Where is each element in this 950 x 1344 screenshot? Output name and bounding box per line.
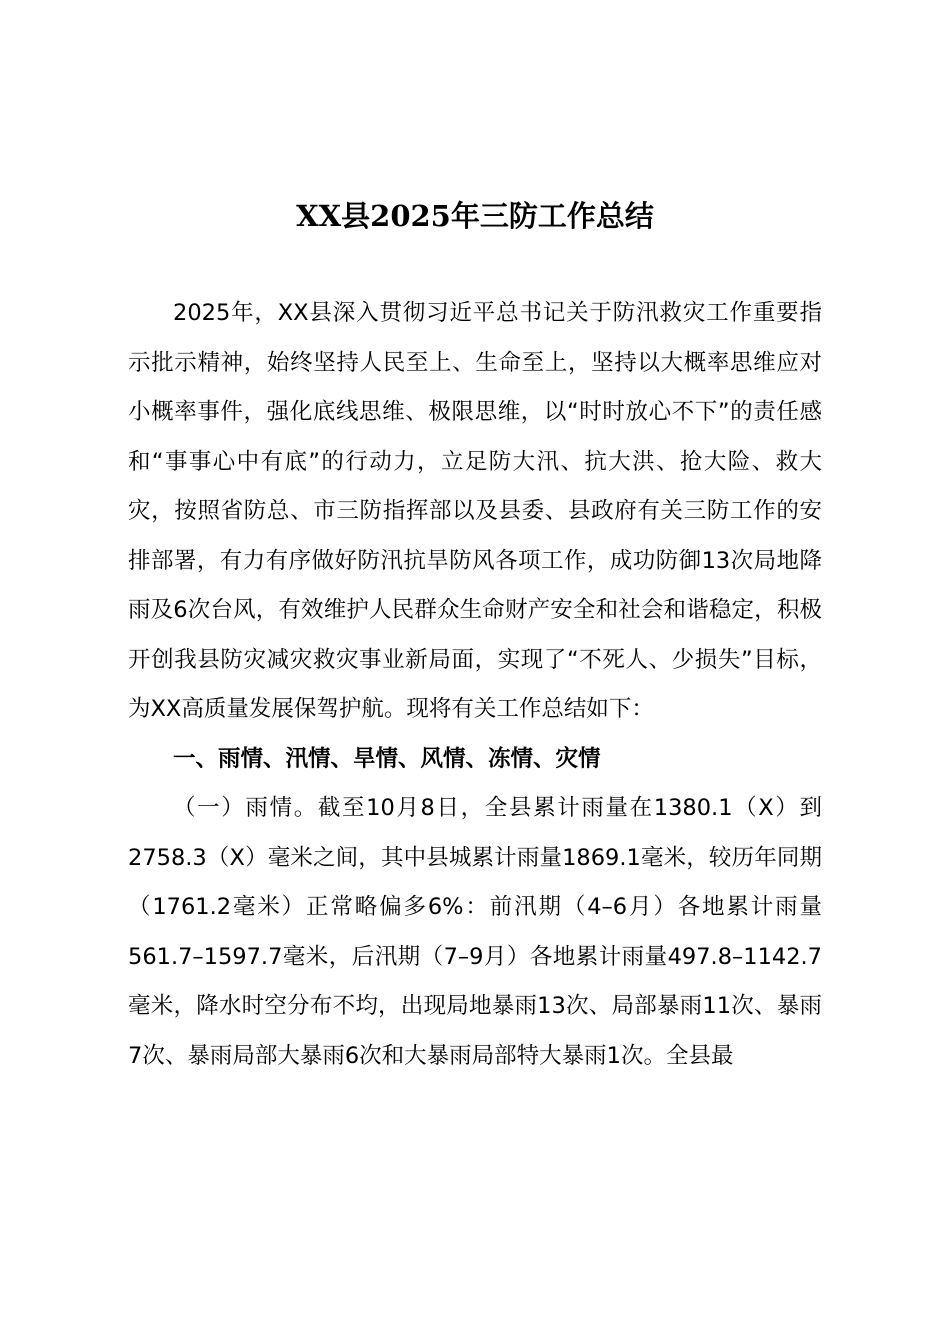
document-body xyxy=(128,289,822,1081)
document-title: XX县2025年三防工作总结 xyxy=(296,199,654,233)
section-heading: 一、雨情、汛情、旱情、风情、冻情、灾情 xyxy=(173,745,601,772)
rain-paragraph: （一）雨情。截至10月8日，全县累计雨量在1380.1（X）到2758.3（X）毫米之间，其中县城累计雨量1869.1毫米，较历年同期（1761.2毫米）正常略偏多6%：前汛期（4–6月）各地累计雨量561.7–1597.7毫米，后汛期（7–9月）各地累计雨量497.8–1142.7毫米，降水时空分布不均，出现局地暴雨13次、局部暴雨11次、暴雨7次、暴雨局部大暴雨6次和大暴雨局部特大暴雨1次。全县最 xyxy=(128,795,822,1069)
intro-paragraph: 2025年，XX县深入贯彻习近平总书记关于防汛救灾工作重要指示批示精神，始终坚持人民至上、生命至上，坚持以大概率思维应对小概率事件，强化底线思维、极限思维，以“时时放心不下”的责任感和“事事心中有底”的行动力，立足防大汛、抗大洪、抢大险、救大灾，按照省防总、市三防指挥部以及县委、县政府有关三防工作的安排部署，有力有序做好防汛抗旱防风各项工作，成功防御13次局地降雨及6次台风，有效维护人民群众生命财产安全和社会和谐稳定，积极开创我县防灾减灾救灾事业新局面，实现了“不死人、少损失”目标，为XX高质量发展保驾护航。现将有关工作总结如下： xyxy=(128,300,822,722)
